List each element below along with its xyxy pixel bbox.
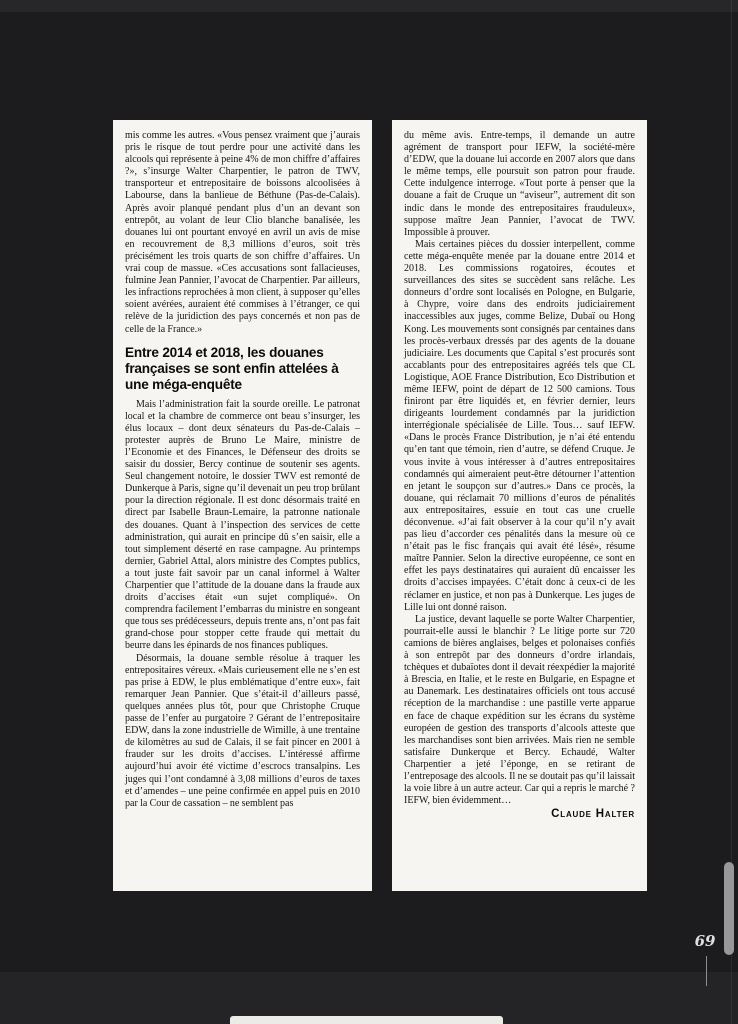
paragraph: Désormais, la douane semble résolue à traquer les entrepositaires véreux. «Mais curieusement elle ne s’en est pas prise à EDW, le plus emblématique d’entre eux», fait remarquer Jean Pannier. Que s’était-il d’ailleurs passé, quelques années plus tôt, pour que Christophe Cruque passe de l’enfer au purgatoire ? Gérant de l’entrepositaire EDW, dans la zone industrielle de Wimille, à une trentaine de kilomètres au sud de Calais, il se fait pincer en 2001 à frauder sur les droits d’accises. L’intéressé affirme aujourd’hui avoir été victime d’escrocs transalpins. Les juges qui l’ont condamné à 3,08 millions d’euros de taxes et d’amendes – une peine confirmée en appel puis en 2010 par la Cour de cassation – ne semblent pas <box>125 652 360 809</box>
viewer-top-band <box>0 0 738 12</box>
scrollbar-thumb[interactable] <box>724 862 734 955</box>
paragraph-continuation: du même avis. Entre-temps, il demande un autre agrément de transport pour IEFW, la société-mère d’EDW, que la douane lui accorde en 2007 alors que dans le même temps, elle poursuit son patron pour fraude. Cette indulgence interroge. «Tout porte à penser que la douane a fait de Cruque un “aviseur”, autrement dit son indic dans le monde des entrepositaires frauduleux», suppose maître Jean Pannier, l’avocat de TWV. Impossible à prouver. <box>404 130 635 238</box>
paragraph: La justice, devant laquelle se porte Walter Charpentier, pourrait-elle aussi le blanchir ? Le litige porte sur 720 camions de bières anglaises, belges et polonaises confiés à son entrepôt par des donneurs d’ordre irlandais, tchèques et dubaïotes dont il devait réexpédier la majorité à Brescia, en Italie, et le reste en Bulgarie, en Espagne et au Danemark. Les destinataires officiels ont tous accusé réception de la marchandise : une pastille verte apparue en face de chaque expédition sur les écrans du système européen de gestion des transports d’alcools atteste que les marchandises sont bien arrivées. Mais rien ne semble satisfaire Dunkerque et Bercy. Echaudé, Walter Charpentier a jeté l’éponge, en se retirant de l’entreposage des alcools. Il ne se doutait pas qu’il laissait la voie libre à un autre acteur. Car qui a repris le marché ? IEFW, bien évidemment… <box>404 613 635 807</box>
paragraph: Mais l’administration fait la sourde oreille. Le patronat local et la chambre de commerce ont beau s’insurger, les élus locaux – dont deux sénateurs du Pas-de-Calais – protester auprès de Bruno Le Maire, ministre de l’Economie et des Finances, le Défenseur des droits se saisir du dossier, Bercy continue de soutenir ses agents. Seul changement notoire, le dossier TWV est remonté de Dunkerque à Paris, signe qu’il devenait un peu trop brûlant pour la direction régionale. Il est donc désormais traité en direct par Isabelle Braun-Lemaire, la patronne nationale des douanes. Quant à l’inspection des services de cette administration, qui aurait en principe dû s’en saisir, elle a tout simplement déserté en rase campagne. Au printemps dernier, Gabriel Attal, alors ministre des Comptes publics, a tout juste fait savoir par un canal informel à Walter Charpentier que l’attitude de la douane dans la fraude aux droits d’accises était «un sujet compliqué». On comprendra facilement l’embarras du ministre en songeant que tous ses prédécesseurs, depuis trente ans, n’ont pas fait grand-chose pour stopper cette fraude qui mettait du beurre dans les épinards de nos finances publiques. <box>125 398 360 652</box>
paragraph: Mais certaines pièces du dossier interpellent, comme cette méga-enquête menée par la douane entre 2014 et 2018. Les commissions rogatoires, écoutes et surveillances des sites se succèdent sans relâche. Les donneurs d’ordre sont localisés en Pologne, en Bulgarie, à Chypre, voire dans des endroits judiciairement inaccessibles aux juges, comme Belize, Dubaï ou Hong Kong. Les mouvements sont consignés par centaines dans les procès-verbaux dressés par des agents de la douane judiciaire. Les documents que Capital s’est procurés sont accablants pour des entrepositaires agréés tels que CL Logistique, AOE France Distribution, Eco Distribution et même IEFW, point de départ de 12 500 camions. Tous finiront par être liquidés et, en février dernier, leurs dirigeants lourdement condamnés par la juridiction interrégionale spécialisée de Lille. Tous… sauf IEFW. «Dans le procès France Distribution, je n’ai été entendu qu’en tant que témoin, rien d’autre, se défend Cruque. Je vous invite à vous intéresser à d’autres entrepositaires condamnés qui aimeraient peut-être détourner l’attention en jetant le soupçon sur d’autres.» Dans ce procès, la douane, qui réclamait 70 millions d’euros de pénalités aux entrepositaires, essuie en tout cas une cruelle déconvenue. «J’ai fait observer à la cour qu’il n’y avait pas lieu d’accorder ces pénalités dans la mesure où ce n’était pas le fisc français qui avait été lésé», résume maître Pannier. Selon la directive européenne, ce sont en effet les pays destinataires qui auraient dû encaisser les droits d’accises impayées. C’était donc à ceux-ci de les réclamer en justice, et non pas à Dunkerque. Les juges de Lille lui ont donné raison. <box>404 238 635 613</box>
folio-rule <box>706 956 707 986</box>
article-column-left <box>113 120 372 891</box>
byline: Claude Halter <box>551 808 635 821</box>
article-column-right <box>392 120 647 891</box>
next-page-top-edge <box>230 1016 503 1024</box>
page-number: 69 <box>694 932 716 950</box>
paragraph-continuation: mis comme les autres. «Vous pensez vraiment que j’aurais pris le risque de tout perdre pour une activité dans les alcools qui représente à peine 4% de mon chiffre d’affaires ?», s’insurge Walter Charpentier, le patron de TWV, transporteur et entrepositaire de boissons alcoolisées à Labourse, dans la banlieue de Béthune (Pas-de-Calais). Après avoir planqué pendant plus d’un an devant son entrepôt, au volant de leur Clio blanche banalisée, les douanes lui ont pourtant envoyé en avril un avis de mise en recouvrement de 8,3 millions d’euros, soit très précisément les trois quarts de son chiffre d’affaires. Un vrai coup de massue. «Ces accusations sont fallacieuses, fulmine Jean Pannier, l’avocat de Charpentier. Par ailleurs, les infractions reprochées à mon client, à supposer qu’elles soient avérées, auraient été commises à l’étranger, ce qui relève de la juridiction des pays concernés et non pas de celle de la France.» <box>125 130 360 335</box>
section-heading: Entre 2014 et 2018, les douanes françaises se sont enfin attelées à une méga-enquête <box>125 344 339 392</box>
